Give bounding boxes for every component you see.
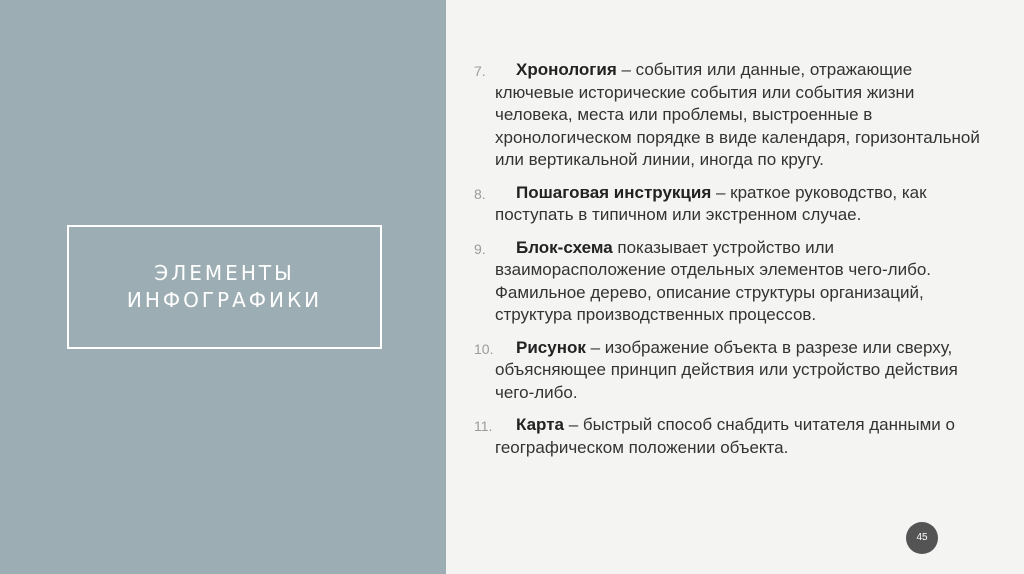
list-item	[474, 59, 994, 172]
item-number: 7.	[474, 63, 486, 79]
item-term: Блок-схема	[516, 237, 613, 257]
slide-title-line-1: ЭЛЕМЕНТЫ	[154, 261, 295, 285]
item-number: 11.	[474, 418, 493, 434]
list-item	[474, 182, 994, 227]
item-description: – быстрый способ снабдить читателя данными о географическом положении объекта.	[495, 415, 955, 457]
item-description: – события или данные, отражающие ключевые исторические события или события жизни человека, места или проблемы, выстроенные в хронологическом порядке в виде календаря, горизонтальной или вертикальной линии, иногда по кругу.	[495, 60, 980, 169]
list-item	[474, 414, 994, 459]
left-panel	[0, 0, 446, 574]
item-term: Рисунок	[516, 337, 586, 357]
item-description: – изображение объекта в разрезе или сверху, объясняющее принцип действия или устройство действия чего-либо.	[495, 337, 958, 402]
item-description: показывает устройство или взаиморасположение отдельных элементов чего-либо. Фамильное дерево, описание структуры организаций, структура производственных процессов.	[495, 237, 931, 324]
list-item	[474, 237, 994, 327]
item-term: Пошаговая инструкция	[516, 182, 712, 202]
item-number: 9.	[474, 240, 486, 257]
item-number: 8.	[474, 185, 486, 202]
slide-title	[127, 260, 322, 314]
slide-title-line-2: ИНФОГРАФИКИ	[126, 288, 323, 312]
item-description: – краткое руководство, как поступать в типичном или экстренном случае.	[495, 182, 927, 224]
item-term: Карта	[516, 415, 564, 434]
list-item	[474, 337, 994, 405]
page-number-badge: 45	[906, 522, 938, 554]
infographic-elements-list	[474, 59, 994, 469]
title-frame	[67, 225, 382, 349]
item-term: Хронология	[516, 60, 617, 79]
item-number: 10.	[474, 340, 494, 357]
